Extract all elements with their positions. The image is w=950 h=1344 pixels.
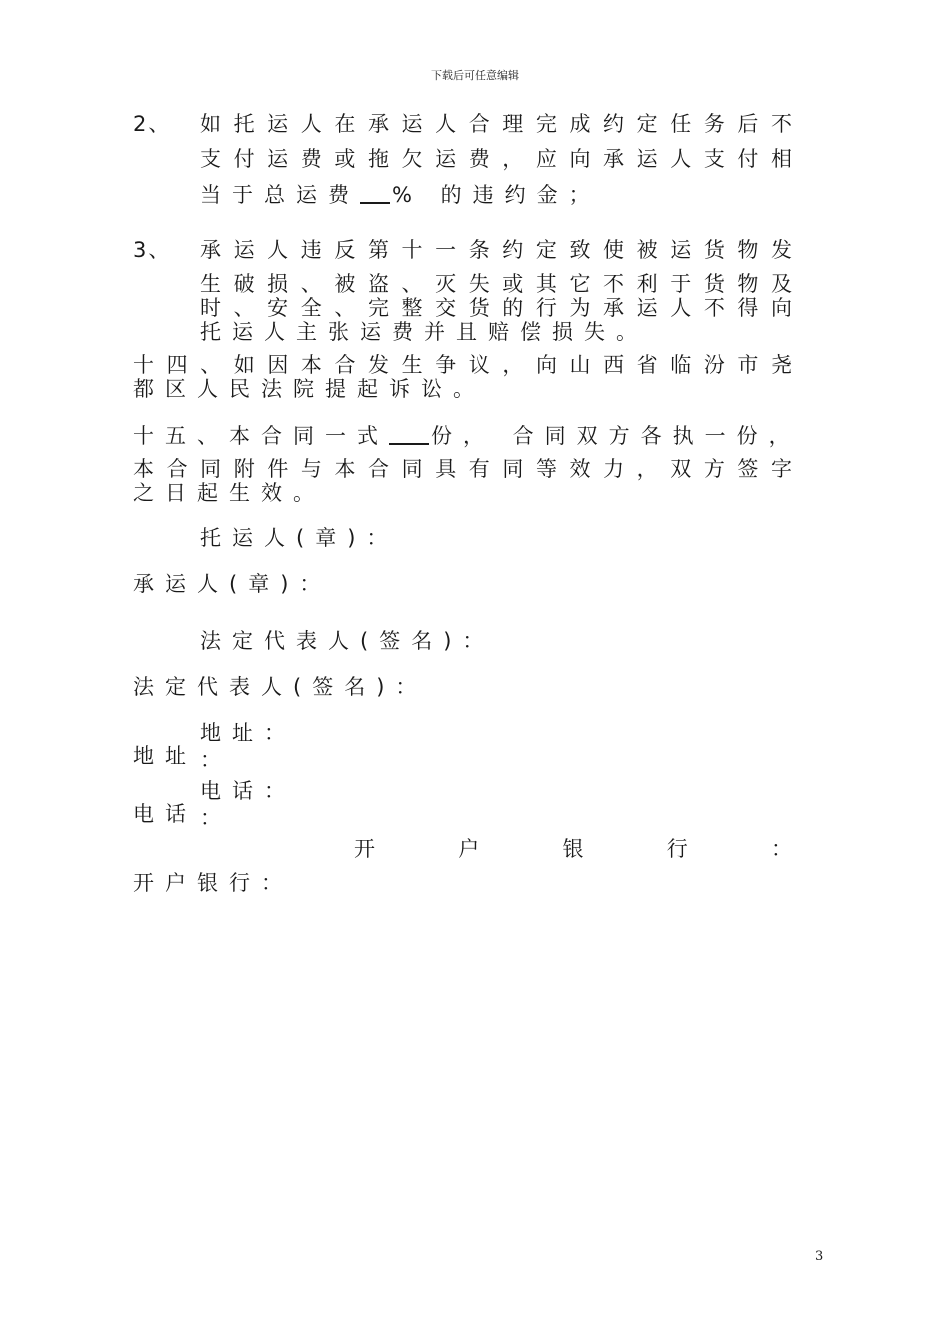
item-2-line-3 [200, 182, 601, 207]
item-2-line-3-prefix: 当于总运费 [200, 183, 360, 207]
item-3-line-1: 承运人违反第十一条约定致使被运货物发 [200, 238, 792, 262]
carrier-address-label: 地址 [133, 744, 197, 768]
carrier-phone-colon: ： [200, 806, 232, 830]
carrier-rep-signature-label: 法定代表人(签名)： [133, 675, 428, 699]
clause-15-prefix: 十五、本合同一式 [133, 424, 389, 448]
carrier-bank-label: 开户银行： [133, 871, 293, 895]
item-2-line-2: 支付运费或拖欠运费，应向承运人支付相 [200, 147, 792, 171]
shipper-seal-label: 托运人(章)： [200, 526, 399, 550]
shipper-phone-label: 电话： [200, 779, 296, 803]
clause-15-line-3: 之日起生效。 [133, 481, 325, 505]
shipper-rep-signature-label: 法定代表人(签名)： [200, 629, 495, 653]
clause-14-line-2: 都区人民法院提起诉讼。 [133, 377, 485, 401]
carrier-address-colon: ： [200, 748, 232, 772]
item-2-number: 2、 [133, 112, 172, 136]
item-3-line-2: 生破损、被盗、灭失或其它不利于货物及 [200, 272, 792, 296]
page-number: 3 [815, 1249, 824, 1264]
clause-15-suffix: 份， 合同双方各执一份， [431, 424, 801, 448]
item-2-line-3-suffix: % 的违约金； [392, 183, 601, 207]
clause-15-line-1 [133, 423, 801, 448]
page-header: 下载后可任意编辑 [431, 69, 519, 82]
item-2-line-1: 如托运人在承运人合理完成约定任务后不 [200, 112, 792, 136]
clause-14-line-1: 十四、如因本合发生争议，向山西省临汾市尧 [133, 353, 792, 377]
item-3-line-3: 时、安全、完整交货的行为承运人不得向 [200, 296, 792, 320]
item-3-number: 3、 [133, 238, 172, 262]
shipper-address-label: 地址： [200, 721, 296, 745]
carrier-phone-label: 电话 [133, 802, 197, 826]
clause-15-line-2: 本合同附件与本合同具有同等效力，双方签字 [133, 457, 792, 481]
copies-blank [389, 423, 429, 445]
percent-blank [360, 182, 390, 204]
carrier-seal-label: 承运人(章)： [133, 572, 332, 596]
shipper-bank-label: 开户银行： [354, 837, 792, 861]
item-3-line-4: 托运人主张运费并且赔偿损失。 [200, 320, 648, 344]
